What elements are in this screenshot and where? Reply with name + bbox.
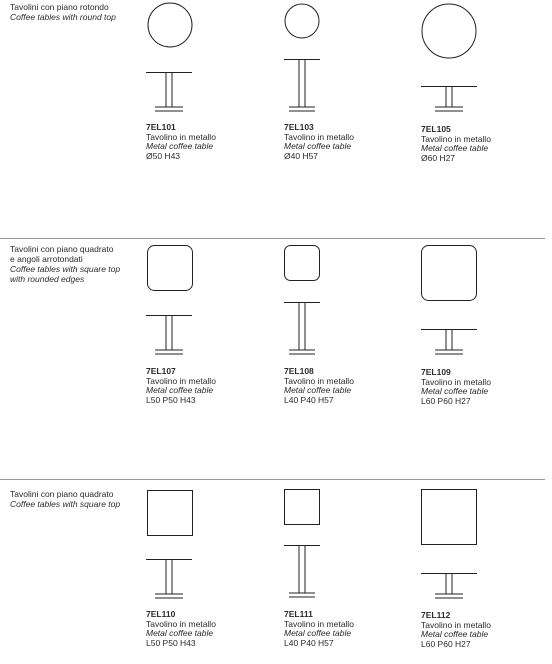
product-name-en: Metal coffee table bbox=[146, 141, 214, 151]
table-elevation-7el108 bbox=[284, 302, 320, 355]
section-title-it: Tavolini con piano quadrato bbox=[10, 244, 114, 254]
product-name-it: Tavolino in metallo bbox=[146, 375, 216, 386]
section-title-en: Coffee tables with square top bbox=[10, 499, 121, 509]
product-name-it: Tavolino in metallo bbox=[421, 133, 491, 144]
product-caption-7el107 bbox=[146, 367, 216, 405]
product-code: 7EL108 bbox=[284, 366, 314, 376]
product-name-it: Tavolino in metallo bbox=[146, 131, 216, 142]
product-code: 7EL109 bbox=[421, 367, 451, 377]
table-elevation-7el105 bbox=[421, 86, 477, 112]
product-dimensions: L50 P50 H43 bbox=[146, 637, 196, 648]
section-title-round bbox=[10, 2, 116, 22]
product-caption-7el112 bbox=[421, 611, 491, 649]
table-elevation-7el109 bbox=[421, 329, 477, 355]
square-top-plan-7el111 bbox=[284, 489, 320, 525]
product-name-en: Metal coffee table bbox=[421, 386, 489, 396]
product-name-it: Tavolino in metallo bbox=[421, 376, 491, 387]
product-name-it: Tavolino in metallo bbox=[284, 375, 354, 386]
table-elevation-7el111 bbox=[284, 545, 320, 598]
section-title-en: Coffee tables with square top bbox=[10, 264, 121, 274]
product-name-it: Tavolino in metallo bbox=[284, 131, 354, 142]
section-title-it: Tavolini con piano quadrato bbox=[10, 489, 114, 499]
product-caption-7el105 bbox=[421, 125, 491, 163]
section-title-rounded-square bbox=[10, 244, 120, 284]
rounded-square-top-plan-7el109 bbox=[421, 245, 477, 301]
product-dimensions: Ø60 H27 bbox=[421, 152, 456, 163]
section-title-it: Tavolini con piano rotondo bbox=[10, 2, 109, 12]
product-name-en: Metal coffee table bbox=[284, 628, 352, 638]
product-dimensions: L60 P60 H27 bbox=[421, 395, 471, 406]
product-dimensions: Ø40 H57 bbox=[284, 150, 319, 161]
product-name-it: Tavolino in metallo bbox=[146, 618, 216, 629]
rounded-square-top-plan-7el107 bbox=[147, 245, 193, 291]
product-caption-7el109 bbox=[421, 368, 491, 406]
product-name-en: Metal coffee table bbox=[284, 385, 352, 395]
product-name-en: Metal coffee table bbox=[421, 143, 489, 153]
table-elevation-7el103 bbox=[284, 59, 320, 112]
product-caption-7el108 bbox=[284, 367, 354, 405]
product-name-en: Metal coffee table bbox=[421, 629, 489, 639]
product-code: 7EL107 bbox=[146, 366, 176, 376]
product-caption-7el101 bbox=[146, 123, 216, 161]
section-divider bbox=[0, 238, 545, 239]
table-elevation-7el101 bbox=[146, 72, 192, 112]
product-name-it: Tavolino in metallo bbox=[284, 618, 354, 629]
product-caption-7el110 bbox=[146, 610, 216, 648]
product-name-en: Metal coffee table bbox=[284, 141, 352, 151]
table-elevation-7el107 bbox=[146, 315, 192, 355]
round-top-plan-7el103 bbox=[284, 3, 320, 39]
product-dimensions: L40 P40 H57 bbox=[284, 637, 334, 648]
rounded-square-top-plan-7el108 bbox=[284, 245, 320, 281]
product-code: 7EL105 bbox=[421, 124, 451, 134]
section-title-it: e angoli arrotondati bbox=[10, 254, 83, 264]
product-caption-7el103 bbox=[284, 123, 354, 161]
section-title-en: Coffee tables with round top bbox=[10, 12, 116, 22]
product-dimensions: L60 P60 H27 bbox=[421, 638, 471, 649]
square-top-plan-7el112 bbox=[421, 489, 477, 545]
section-divider bbox=[0, 479, 545, 480]
round-top-plan-7el101 bbox=[147, 2, 193, 48]
square-top-plan-7el110 bbox=[147, 490, 193, 536]
product-name-en: Metal coffee table bbox=[146, 385, 214, 395]
product-code: 7EL112 bbox=[421, 610, 451, 620]
product-code: 7EL110 bbox=[146, 609, 176, 619]
product-name-it: Tavolino in metallo bbox=[421, 619, 491, 630]
product-code: 7EL111 bbox=[284, 609, 313, 619]
table-elevation-7el112 bbox=[421, 573, 477, 599]
product-dimensions: L50 P50 H43 bbox=[146, 394, 196, 405]
table-elevation-7el110 bbox=[146, 559, 192, 599]
product-name-en: Metal coffee table bbox=[146, 628, 214, 638]
section-title-square bbox=[10, 489, 120, 509]
product-code: 7EL103 bbox=[284, 122, 314, 132]
round-top-plan-7el105 bbox=[421, 3, 477, 59]
product-dimensions: Ø50 H43 bbox=[146, 150, 181, 161]
section-title-en: with rounded edges bbox=[10, 274, 85, 284]
product-code: 7EL101 bbox=[146, 122, 176, 132]
product-caption-7el111 bbox=[284, 610, 354, 648]
product-dimensions: L40 P40 H57 bbox=[284, 394, 334, 405]
